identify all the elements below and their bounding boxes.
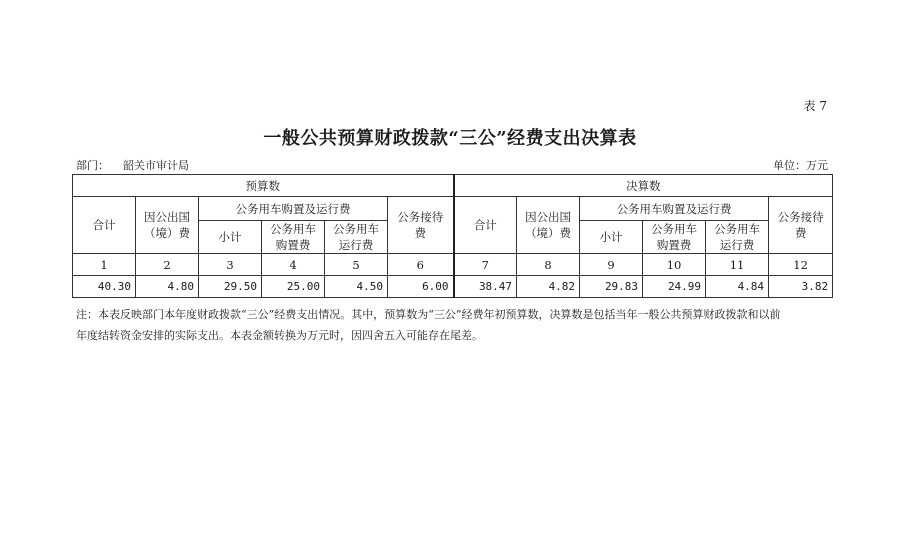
- value-cell: 29.83: [580, 276, 643, 298]
- budget-abroad-header: [136, 197, 199, 254]
- values-row: [73, 276, 833, 298]
- final-operation-line1: 公务用车: [714, 222, 761, 236]
- index-cell: 10: [643, 254, 706, 276]
- final-reception-header: [769, 197, 833, 254]
- header-row-categories: [73, 197, 833, 221]
- index-cell: 8: [517, 254, 580, 276]
- index-cell: 5: [325, 254, 388, 276]
- final-abroad-header: [517, 197, 580, 254]
- document-title: 一般公共预算财政拨款“三公”经费支出决算表: [263, 128, 637, 149]
- final-abroad-line1: 因公出国: [525, 210, 572, 224]
- final-operation-header: [706, 221, 769, 254]
- table-number: 表 7: [803, 99, 827, 113]
- budget-operation-line2: 运行费: [338, 238, 374, 252]
- value-cell: 29.50: [199, 276, 262, 298]
- three-public-expenses-table: [72, 174, 833, 298]
- index-cell: 1: [73, 254, 136, 276]
- final-total-header: 合计: [454, 197, 517, 254]
- department-name: 韶关市审计局: [123, 159, 189, 172]
- value-cell: 24.99: [643, 276, 706, 298]
- index-cell: 3: [199, 254, 262, 276]
- unit-label: 单位：万元: [773, 159, 828, 172]
- final-purchase-line2: 购置费: [656, 238, 692, 252]
- value-cell: 6.00: [388, 276, 454, 298]
- final-reception-line2: 费: [794, 226, 807, 240]
- final-reception-line1: 公务接待: [777, 210, 824, 224]
- budget-vehicle-header: 公务用车购置及运行费: [199, 197, 388, 221]
- budget-abroad-line2: （境）费: [144, 226, 190, 240]
- index-cell: 7: [454, 254, 517, 276]
- budget-purchase-line1: 公务用车: [270, 222, 316, 236]
- value-cell: 40.30: [73, 276, 136, 298]
- budget-abroad-line1: 因公出国: [144, 210, 190, 224]
- meta-row: [76, 157, 828, 173]
- index-cell: 4: [262, 254, 325, 276]
- index-cell: 11: [706, 254, 769, 276]
- header-row-groups: [73, 175, 833, 197]
- department-label: 部门：: [76, 159, 109, 172]
- column-index-row: [73, 254, 833, 276]
- budget-total-header: 合计: [73, 197, 136, 254]
- value-cell: 4.82: [517, 276, 580, 298]
- final-subtotal-header: 小计: [580, 221, 643, 254]
- note-line-1: 注：本表反映部门本年度财政拨款“三公”经费支出情况。其中，预算数为“三公”经费年初预算数，决算数是包括当年一般公共预算财政拨款和以前: [76, 308, 781, 321]
- budget-operation-header: [325, 221, 388, 254]
- department-info: [76, 157, 189, 173]
- index-cell: 2: [136, 254, 199, 276]
- value-cell: 3.82: [769, 276, 833, 298]
- value-cell: 38.47: [454, 276, 517, 298]
- final-vehicle-header: 公务用车购置及运行费: [580, 197, 769, 221]
- value-cell: 4.84: [706, 276, 769, 298]
- budget-reception-line1: 公务接待: [397, 210, 444, 224]
- index-cell: 6: [388, 254, 454, 276]
- budget-reception-header: [388, 197, 454, 254]
- budget-purchase-header: [262, 221, 325, 254]
- final-group-header: 决算数: [454, 175, 833, 197]
- value-cell: 4.80: [136, 276, 199, 298]
- note-line-2: 年度结转资金安排的实际支出。本表金额转换为万元时，因四舍五入可能存在尾差。: [76, 329, 483, 342]
- value-cell: 4.50: [325, 276, 388, 298]
- index-cell: 9: [580, 254, 643, 276]
- budget-operation-line1: 公务用车: [333, 222, 379, 236]
- value-cell: 25.00: [262, 276, 325, 298]
- final-abroad-line2: （境）费: [525, 226, 572, 240]
- final-purchase-line1: 公务用车: [651, 222, 698, 236]
- budget-reception-line2: 费: [414, 226, 427, 240]
- final-purchase-header: [643, 221, 706, 254]
- index-cell: 12: [769, 254, 833, 276]
- budget-group-header: 预算数: [73, 175, 454, 197]
- budget-subtotal-header: 小计: [199, 221, 262, 254]
- table-note: [76, 304, 836, 346]
- final-operation-line2: 运行费: [719, 238, 755, 252]
- budget-purchase-line2: 购置费: [275, 238, 311, 252]
